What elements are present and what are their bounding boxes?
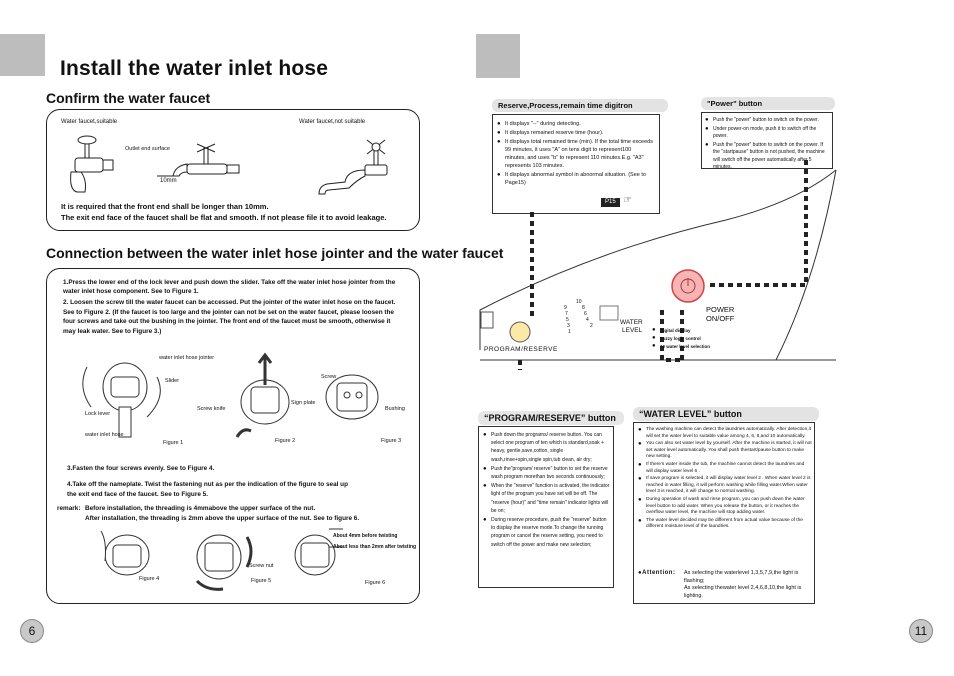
program-reserve-list bbox=[483, 431, 611, 550]
program-reserve-item: ● Push down the programs/ reserve button. You can select one program of ten which is standard,soak + heavy, gentle,save,cotton, single wash,rinse+spin,single spin,tub clean, air dry; bbox=[483, 431, 611, 464]
digitron-header: Reserve,Process,remain time digitron bbox=[492, 99, 668, 112]
label-screw: Screw bbox=[321, 374, 337, 380]
power-item: ● Push the "power" button to switch on the power. bbox=[705, 117, 829, 125]
program-reserve-item: ● During reserve procedure, push the "reserve" button to display the reserve mode.To change the running program or cancel the reserve setting, you need to switch off the power and make new selection; bbox=[483, 516, 611, 549]
power-item: ● Push the "power" button to switch on the power. If the "startpause" button is not pushed, the machine will switch off the power automatically after 5 minutes. bbox=[705, 142, 829, 172]
digitron-item: ● It displays remained reserve time (hour). bbox=[497, 129, 653, 137]
attention-line-1: As selecting the waterlevel 1,3,5,7,9,the light is flashing; bbox=[684, 570, 799, 584]
attention-label: ●Attention: bbox=[638, 570, 676, 576]
faucet-illustrations bbox=[47, 110, 419, 200]
faucet-icon-3 bbox=[319, 140, 387, 194]
figure-4-illustration bbox=[101, 531, 149, 575]
panel-label-power: POWER bbox=[706, 305, 735, 314]
water-level-item: ● During operation of wash and rinse program, you can push down the water level button to add water. When you release the button, or it reaches the overflow water level, the machine will stop adding water. bbox=[638, 497, 812, 517]
legend-item: ● Digital display bbox=[652, 327, 710, 334]
step-2: 2. Loosen the screw till the water faucet can be accessed. Put the jointer of the water inlet hose on the faucet. See to Figure 2. (If the faucet is too large and the jointer can not be set on the water faucet, please loosen the four screws and take out the bushing in the jointer. The front end of the faucet must be smooth, otherwise it may leak water. See to Figure 3.) bbox=[63, 299, 396, 335]
panel-label-water: WATER bbox=[620, 319, 643, 326]
label-sign-plate: Sign plate bbox=[291, 400, 316, 406]
figure-1-illustration bbox=[83, 363, 161, 437]
water-level-item: ● If there's water inside the tub, the machine cannot detect the laundries and will display water level 6 . bbox=[638, 462, 812, 475]
step-3: 3.Fasten the four screws evenly. See to Figure 4. bbox=[67, 465, 215, 472]
requirement-line-1: It is required that the front end shall be longer than 10mm. bbox=[61, 202, 269, 211]
figure-6-caption: Figure 6 bbox=[365, 580, 386, 586]
digitron-item: ● It displays abnormal symbol in abnormal situation. (See to Page15) bbox=[497, 171, 653, 187]
level-digit: 8 bbox=[582, 305, 585, 311]
panel-label-program-reserve: PROGRAM/RESERVE bbox=[484, 346, 558, 353]
remark-line-2: After installation, the threading is 2mm above the upper surface of the nut. See to figure 6. bbox=[85, 515, 360, 522]
section-title-confirm-faucet: Confirm the water faucet bbox=[46, 90, 211, 106]
program-reserve-item: ● Push the"program/ reserve" button to set the reserve wash program morethan two seconds continuously; bbox=[483, 465, 611, 481]
level-digit: 9 bbox=[564, 305, 567, 311]
pointing-hand-icon: ☞ bbox=[623, 195, 632, 206]
legend-item: ● 10 water level selection bbox=[652, 343, 710, 350]
level-digit: 2 bbox=[590, 323, 593, 329]
remark-line-1: Before installation, the threading is 4mmabove the upper surface of the nut. bbox=[85, 505, 316, 512]
water-level-list bbox=[638, 427, 812, 532]
corner-tab-left bbox=[0, 34, 45, 76]
level-digit: 1 bbox=[568, 329, 571, 335]
power-header: "Power" button bbox=[701, 97, 835, 110]
faucet-box bbox=[46, 109, 420, 231]
faucet-icon-2 bbox=[157, 144, 239, 176]
label-slider: Slider bbox=[165, 378, 180, 384]
outlet-end-label: Outlet end surface bbox=[125, 146, 170, 152]
label-hose: water inlet hose bbox=[85, 432, 124, 438]
faucet-suitable-label: Water faucet,suitable bbox=[61, 119, 118, 125]
corner-tab-right bbox=[476, 34, 520, 78]
page-title: Install the water inlet hose bbox=[60, 57, 329, 80]
water-level-item: ● You can also set water level by yourself. After the machine is started, it will not set water level automatically. You shall push thestart/pause button to make new setting. bbox=[638, 441, 812, 461]
label-lock-lever: Lock lever bbox=[85, 411, 111, 417]
label-screw-knife: Screw knife bbox=[197, 406, 226, 412]
p15-tag: P15 bbox=[601, 198, 620, 207]
figure-4-caption: Figure 4 bbox=[139, 576, 160, 582]
panel-label-on-off: ON/OFF bbox=[706, 314, 735, 323]
dimension-label: 10mm bbox=[160, 178, 177, 184]
panel-legend bbox=[652, 327, 710, 351]
level-digit: 6 bbox=[584, 311, 587, 317]
label-screw-nut: Screw nut bbox=[249, 563, 274, 569]
page-number-left: 6 bbox=[20, 619, 44, 643]
figure-1-caption: Figure 1 bbox=[163, 440, 184, 446]
level-digit: 7 bbox=[565, 311, 568, 317]
digitron-item: ● It displays "--" during detecting. bbox=[497, 120, 653, 128]
figure-2-caption: Figure 2 bbox=[275, 438, 296, 444]
step-4: 4.Take off the nameplate. Twist the fastening nut as per the indication of the figure to seal up the exit end face of the faucet. See to Figure 5. bbox=[67, 481, 348, 498]
figure-5-illustration bbox=[197, 535, 251, 589]
label-about-4mm: About 4mm before twisting bbox=[333, 533, 398, 539]
figure-2-illustration bbox=[237, 355, 289, 437]
label-jointer: water inlet hose jointer bbox=[159, 355, 215, 361]
program-reserve-box bbox=[478, 426, 614, 588]
water-level-item: ● The water level decided may be different from actual value because of the different moisture level of the laundries. bbox=[638, 518, 812, 531]
requirement-line-2: The exit end face of the faucet shall be flat and smooth. If not please file it to avoid leakage. bbox=[61, 213, 387, 222]
section-title-connection: Connection between the water inlet hose jointer and the water faucet bbox=[46, 245, 504, 261]
figure-3-caption: Figure 3 bbox=[381, 438, 402, 444]
connection-box bbox=[46, 268, 420, 604]
water-level-header: “WATER LEVEL” button bbox=[633, 407, 819, 421]
water-level-item: ● The washing machine can detect the laundries automatically. After detection,it will set the water level to suitable value among 4, 6, 8,and 10 automatically. bbox=[638, 427, 812, 440]
level-digit: 3 bbox=[567, 323, 570, 329]
water-level-box bbox=[633, 422, 815, 604]
panel-label-level: LEVEL bbox=[622, 327, 643, 334]
program-reserve-button-graphic bbox=[510, 322, 530, 342]
faucet-not-suitable-label: Water faucet,not suitable bbox=[299, 119, 366, 125]
label-bushing: Bushing bbox=[385, 406, 405, 412]
level-digit: 10 bbox=[576, 299, 582, 305]
figure-3-illustration bbox=[326, 375, 378, 419]
program-reserve-header: “PROGRAM/RESERVE” button bbox=[478, 411, 624, 425]
label-about-2mm: About less than 2mm after twisting bbox=[333, 544, 417, 550]
power-item: ● Under power-on mode, push it to switch off the power. bbox=[705, 126, 829, 141]
figure-5-caption: Figure 5 bbox=[251, 578, 272, 584]
level-digit: 5 bbox=[566, 317, 569, 323]
level-digit: 4 bbox=[586, 317, 589, 323]
legend-item: ● Fuzzy logic control bbox=[652, 335, 710, 342]
water-level-item: ● If save program is selected, it will display water level 2 . When water level 2 is reached in water filling, it will perform washing while filling water.When water level 3 is reached, it will change to normal washing. bbox=[638, 476, 812, 496]
program-reserve-item: ● When the "reserve" function is activated, the indicator light of the program you have set will be off. The "reserve (hour)" and "time remain" indicator lights will be on; bbox=[483, 482, 611, 515]
step-1: 1.Press the lower end of the lock lever and push down the slider. Take off the water inlet hose jointer from the water inlet hose component. See to Figure 1. bbox=[63, 279, 396, 295]
attention-line-2: As selecting thewater level 2,4,6,8,10,the light is lighting. bbox=[684, 585, 802, 599]
digitron-item: ● It displays total remained time (min). If the total time exceeds 99 minutes, it uses "A" on tens digit to represent100 minutes, and uses "b" to represent 110 minutes.E.g. "A3" represents 103 minutes. bbox=[497, 138, 653, 170]
page-number-right: 11 bbox=[909, 619, 933, 643]
faucet-icon-1 bbox=[71, 136, 113, 192]
remark-label: remark: bbox=[57, 505, 81, 512]
